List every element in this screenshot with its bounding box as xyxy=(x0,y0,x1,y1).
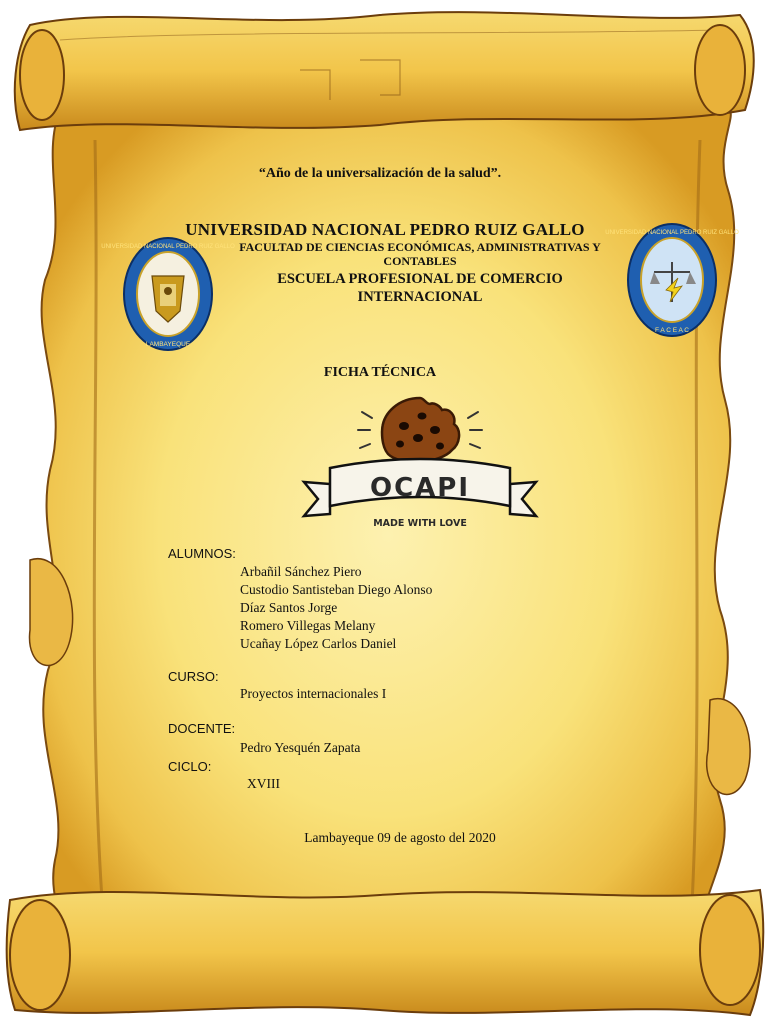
cycle-label: CICLO: xyxy=(168,759,212,774)
teacher-label: DOCENTE: xyxy=(168,721,236,736)
seal-left-top-text: UNIVERSIDAD NACIONAL PEDRO RUIZ GALLO xyxy=(101,244,235,250)
logo-brand: OCAPI xyxy=(369,473,471,503)
student-name: Romero Villegas Melany xyxy=(240,618,376,633)
cookie-icon xyxy=(382,398,459,462)
school-name: ESCUELA PROFESIONAL DE COMERCIO INTERNACIONAL xyxy=(277,271,563,305)
logo-tagline: MADE WITH LOVE xyxy=(373,518,467,529)
seal-right-top-text: UNIVERSIDAD NACIONAL PEDRO RUIZ GALLO xyxy=(605,230,739,236)
ocapi-logo xyxy=(300,394,540,534)
place-date: Lambayeque 09 de agosto del 2020 xyxy=(304,830,496,845)
university-name: UNIVERSIDAD NACIONAL PEDRO RUIZ GALLO xyxy=(185,220,585,239)
seal-right-bottom-text: F A C E A C xyxy=(655,327,689,334)
course-label: CURSO: xyxy=(168,669,219,684)
cycle-value: XVIII xyxy=(247,776,280,791)
students-list xyxy=(240,563,432,653)
faculty-seal-right xyxy=(605,222,739,338)
motto-text: “Año de la universalización de la salud”. xyxy=(258,166,502,181)
student-name: Díaz Santos Jorge xyxy=(240,600,338,615)
student-name: Ucañay López Carlos Daniel xyxy=(240,636,397,651)
student-name: Custodio Santisteban Diego Alonso xyxy=(240,582,433,597)
course-value: Proyectos internacionales I xyxy=(240,686,387,701)
faculty-name: FACULTAD DE CIENCIAS ECONÓMICAS, ADMINISTRATIVAS Y CONTABLES xyxy=(239,240,601,268)
students-label: ALUMNOS: xyxy=(168,546,236,561)
document-title: FICHA TÉCNICA xyxy=(323,365,437,380)
ribbon-banner xyxy=(304,482,330,516)
university-seal-left xyxy=(101,236,235,352)
student-name: Arbañil Sánchez Piero xyxy=(240,564,362,579)
teacher-value: Pedro Yesquén Zapata xyxy=(240,740,361,755)
seal-left-bottom-text: LAMBAYEQUE xyxy=(145,341,191,348)
